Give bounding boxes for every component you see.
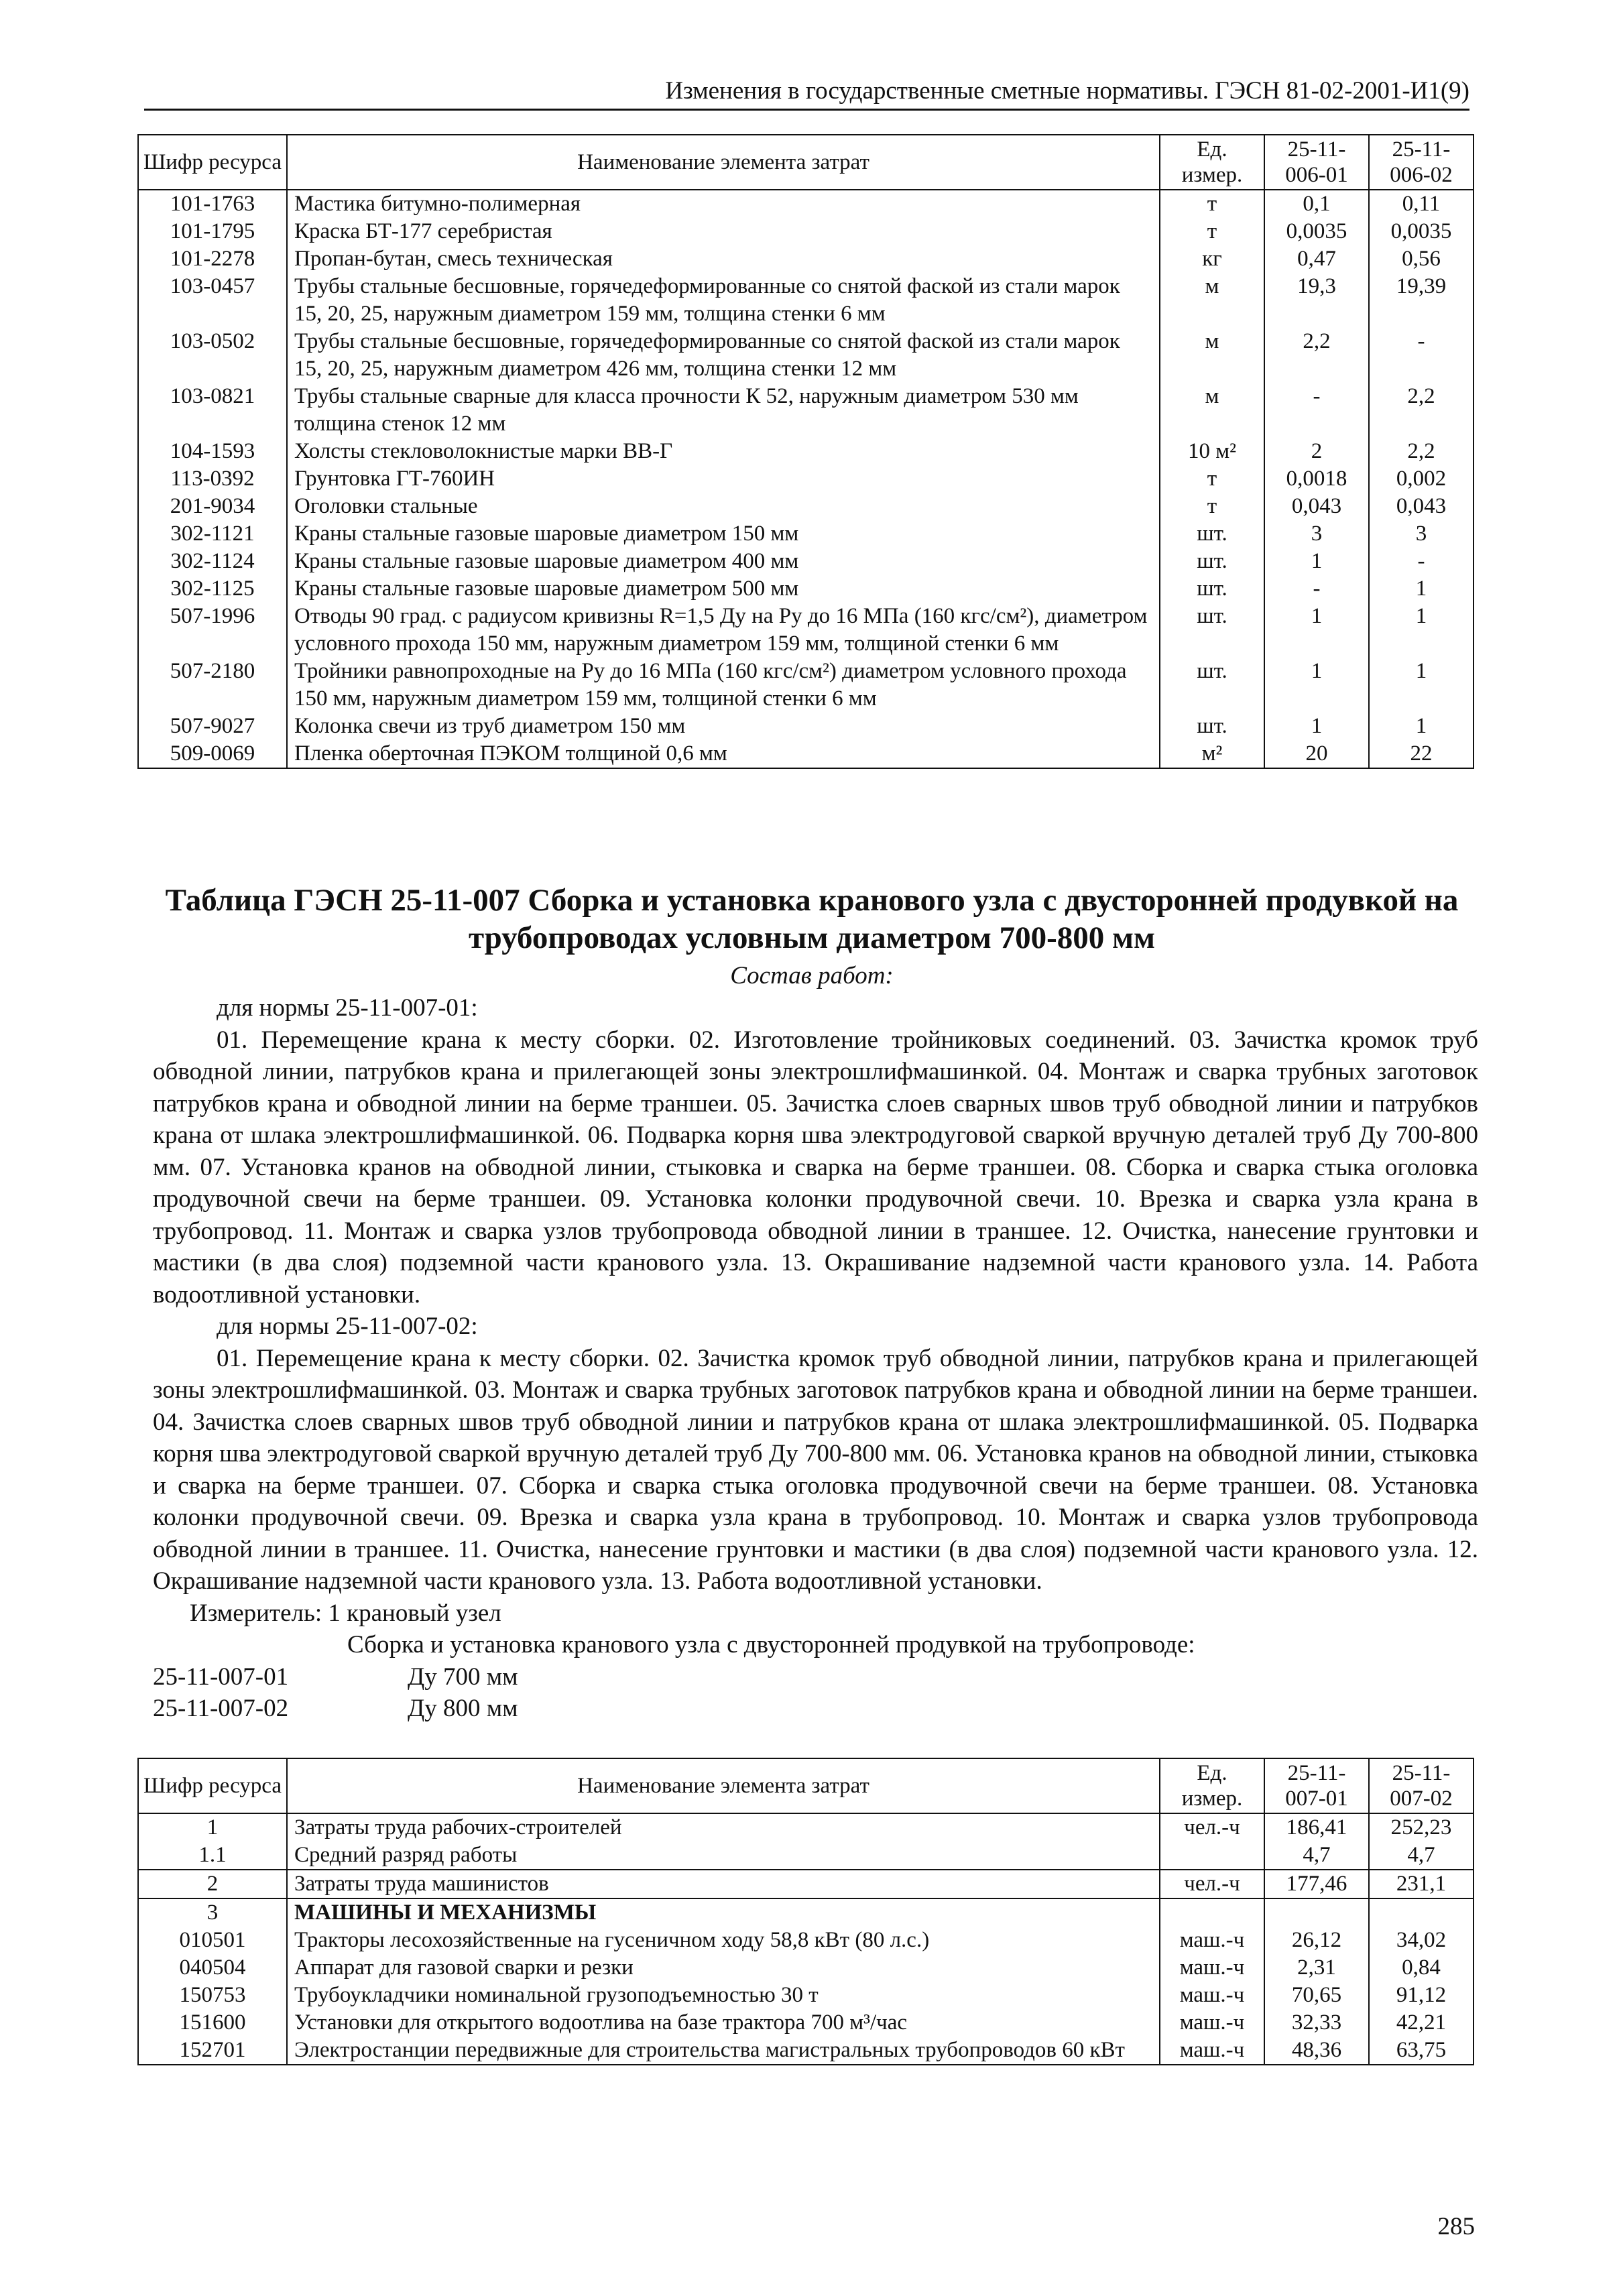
row-value-1: 0,043 <box>1264 493 1369 520</box>
row-code: 302-1125 <box>138 575 287 603</box>
row-unit: 10 м² <box>1160 438 1264 465</box>
row-value-2: 0,0035 <box>1369 218 1474 245</box>
row-code: 103-0457 <box>138 273 287 328</box>
variant-code: 25-11-007-02 <box>153 1695 289 1722</box>
row-unit: шт. <box>1160 520 1264 548</box>
row-value-1: 70,65 <box>1264 1982 1369 2009</box>
row-value-2: 2,2 <box>1369 383 1474 438</box>
row-unit: маш.-ч <box>1160 1954 1264 1982</box>
variant-desc: Ду 800 мм <box>408 1695 518 1722</box>
row-code: 509-0069 <box>138 740 287 768</box>
page-number: 285 <box>1437 2213 1475 2240</box>
row-value-2: 0,043 <box>1369 493 1474 520</box>
header-col2: 25-11-006-02 <box>1369 135 1474 190</box>
table-row <box>138 190 1474 218</box>
row-name: Пропан-бутан, смесь техническая <box>287 245 1160 273</box>
row-code: 152701 <box>138 2037 287 2065</box>
row-unit: чел.-ч <box>1160 1870 1264 1898</box>
assembly-line: Сборка и установка кранового узла с двусторонней продувкой на трубопроводе: <box>347 1631 1195 1658</box>
header-unit: Ед. измер. <box>1160 1758 1264 1813</box>
table-row <box>138 1841 1474 1870</box>
row-name: Тройники равнопроходные на Ру до 16 МПа (160 кгс/см²) диаметром условного прохода 150 мм, наружным диаметром 159 мм, толщиной стенки 6 мм <box>287 658 1160 713</box>
row-name: Затраты труда машинистов <box>287 1870 1160 1898</box>
table-row <box>138 548 1474 575</box>
row-name: Краны стальные газовые шаровые диаметром 400 мм <box>287 548 1160 575</box>
row-value-2: - <box>1369 548 1474 575</box>
table-row <box>138 465 1474 493</box>
row-value-2: 22 <box>1369 740 1474 768</box>
resources-table-007 <box>137 1758 1474 2065</box>
row-value-1: 0,0035 <box>1264 218 1369 245</box>
row-value-1: 1 <box>1264 713 1369 740</box>
row-name: Мастика битумно-полимерная <box>287 190 1160 218</box>
row-value-2: 63,75 <box>1369 2037 1474 2065</box>
row-code: 1.1 <box>138 1841 287 1870</box>
row-value-2: 231,1 <box>1369 1870 1474 1898</box>
row-value-2: - <box>1369 328 1474 383</box>
resources-table-006 <box>137 134 1474 769</box>
table-row <box>138 520 1474 548</box>
row-name: Трубоукладчики номинальной грузоподъемностью 30 т <box>287 1982 1160 2009</box>
header-col1: 25-11-007-01 <box>1264 1758 1369 1813</box>
row-value-2: 1 <box>1369 658 1474 713</box>
row-code: 1 <box>138 1813 287 1841</box>
table-row <box>138 2009 1474 2037</box>
row-unit: чел.-ч <box>1160 1813 1264 1841</box>
table-row <box>138 1870 1474 1898</box>
table-row <box>138 2037 1474 2065</box>
row-name: Средний разряд работы <box>287 1841 1160 1870</box>
row-name: Краны стальные газовые шаровые диаметром 500 мм <box>287 575 1160 603</box>
table-row <box>138 218 1474 245</box>
row-value-2: 0,11 <box>1369 190 1474 218</box>
norm1-label: для нормы 25-11-007-01: <box>217 994 478 1022</box>
row-value-1: 0,0018 <box>1264 465 1369 493</box>
row-value-2: 2,2 <box>1369 438 1474 465</box>
row-value-2: 34,02 <box>1369 1927 1474 1954</box>
row-value-2: 0,002 <box>1369 465 1474 493</box>
row-name: Грунтовка ГТ-760ИН <box>287 465 1160 493</box>
row-code: 507-9027 <box>138 713 287 740</box>
table-row <box>138 383 1474 438</box>
row-unit: маш.-ч <box>1160 1982 1264 2009</box>
row-code: 101-1795 <box>138 218 287 245</box>
row-value-1: 2,2 <box>1264 328 1369 383</box>
row-code: 113-0392 <box>138 465 287 493</box>
row-code: 507-2180 <box>138 658 287 713</box>
row-value-1: - <box>1264 383 1369 438</box>
row-value-1: 26,12 <box>1264 1927 1369 1954</box>
row-code: 103-0502 <box>138 328 287 383</box>
row-code: 101-1763 <box>138 190 287 218</box>
norm2-label: для нормы 25-11-007-02: <box>217 1313 478 1340</box>
table-row <box>138 328 1474 383</box>
row-value-1: 0,1 <box>1264 190 1369 218</box>
work-composition-text <box>153 992 1478 1725</box>
row-unit: т <box>1160 218 1264 245</box>
row-code: 150753 <box>138 1982 287 2009</box>
table-title: Таблица ГЭСН 25-11-007 Сборка и установка кранового узла с двусторонней продувкой на трубопроводах условным диаметром 700-800 мм <box>165 883 1459 955</box>
table-row <box>138 245 1474 273</box>
table-row <box>138 740 1474 768</box>
row-name: Краска БТ-177 серебристая <box>287 218 1160 245</box>
header-col1: 25-11-006-01 <box>1264 135 1369 190</box>
table-row <box>138 713 1474 740</box>
row-unit: шт. <box>1160 603 1264 658</box>
table-row <box>138 273 1474 328</box>
row-value-2 <box>1369 1898 1474 1927</box>
row-unit: шт. <box>1160 713 1264 740</box>
row-code: 101-2278 <box>138 245 287 273</box>
row-value-1: 177,46 <box>1264 1870 1369 1898</box>
header-code: Шифр ресурса <box>138 135 287 190</box>
row-name: Тракторы лесохозяйственные на гусеничном ходу 58,8 кВт (80 л.с.) <box>287 1927 1160 1954</box>
row-value-1: - <box>1264 575 1369 603</box>
row-unit <box>1160 1841 1264 1870</box>
table-row <box>138 603 1474 658</box>
row-value-2: 252,23 <box>1369 1813 1474 1841</box>
table-row <box>138 575 1474 603</box>
work-composition-heading: Состав работ: <box>730 962 894 989</box>
row-value-2: 0,84 <box>1369 1954 1474 1982</box>
row-unit: шт. <box>1160 575 1264 603</box>
row-unit <box>1160 1898 1264 1927</box>
row-code: 201-9034 <box>138 493 287 520</box>
row-value-2: 1 <box>1369 575 1474 603</box>
row-unit: шт. <box>1160 658 1264 713</box>
row-name: Аппарат для газовой сварки и резки <box>287 1954 1160 1982</box>
row-value-2: 1 <box>1369 603 1474 658</box>
row-code: 2 <box>138 1870 287 1898</box>
row-value-1: 32,33 <box>1264 2009 1369 2037</box>
row-unit: т <box>1160 493 1264 520</box>
row-name: Пленка оберточная ПЭКОМ толщиной 0,6 мм <box>287 740 1160 768</box>
row-code: 040504 <box>138 1954 287 1982</box>
table-row <box>138 1898 1474 1927</box>
header-code: Шифр ресурса <box>138 1758 287 1813</box>
variant-code: 25-11-007-01 <box>153 1663 289 1691</box>
table-row <box>138 658 1474 713</box>
row-name: Установки для открытого водоотлива на базе трактора 700 м³/час <box>287 2009 1160 2037</box>
table-row <box>138 1813 1474 1841</box>
row-value-1: 2 <box>1264 438 1369 465</box>
norm2-text: 01. Перемещение крана к месту сборки. 02. Зачистка кромок труб обводной линии, патрубков крана и прилегающей зоны электрошлифмашинкой. 03. Монтаж и сварка трубных заготовок патрубков крана и обводной линии на берме траншеи. 04. Зачистка слоев сварных швов труб обводной линии и патрубков крана от шлака электрошлифмашинкой. 05. Подварка корня шва электродуговой сваркой вручную деталей труб Ду 700-800 мм. 06. Установка кранов на обводной линии, стыковка и сварка на берме траншеи. 07. Сборка и сварка стыка оголовка продувочной свечи на берме траншеи. 08. Установка колонки продувочной свечи. 09. Врезка и сварка узла крана в трубопровод. 10. Монтаж и сварка узлов трубопровода обводной линии в траншее. 11. Очистка, нанесение грунтовки и мастики (в два слоя) подземной части кранового узла. 12. Окрашивание надземной части кранового узла. 13. Работа водоотливной установки. <box>153 1344 1478 1595</box>
row-code: 151600 <box>138 2009 287 2037</box>
row-value-1: 1 <box>1264 603 1369 658</box>
row-code: 3 <box>138 1898 287 1927</box>
variant-desc: Ду 700 мм <box>408 1663 518 1691</box>
row-value-1: 4,7 <box>1264 1841 1369 1870</box>
table-row <box>138 493 1474 520</box>
row-unit: шт. <box>1160 548 1264 575</box>
table-row <box>138 1982 1474 2009</box>
row-name: Оголовки стальные <box>287 493 1160 520</box>
row-unit: т <box>1160 190 1264 218</box>
row-value-1: 19,3 <box>1264 273 1369 328</box>
table-row <box>138 1954 1474 1982</box>
row-value-1: 2,31 <box>1264 1954 1369 1982</box>
row-code: 302-1121 <box>138 520 287 548</box>
row-name: Трубы стальные сварные для класса прочности К 52, наружным диаметром 530 мм толщина стенок 12 мм <box>287 383 1160 438</box>
header-name: Наименование элемента затрат <box>287 135 1160 190</box>
table-row <box>138 1927 1474 1954</box>
header-name: Наименование элемента затрат <box>287 1758 1160 1813</box>
row-value-1: 20 <box>1264 740 1369 768</box>
row-unit: маш.-ч <box>1160 1927 1264 1954</box>
row-name: МАШИНЫ И МЕХАНИЗМЫ <box>287 1898 1160 1927</box>
row-value-1: 186,41 <box>1264 1813 1369 1841</box>
header-col2: 25-11-007-02 <box>1369 1758 1474 1813</box>
row-unit: маш.-ч <box>1160 2009 1264 2037</box>
row-unit: м <box>1160 273 1264 328</box>
row-value-1: 0,47 <box>1264 245 1369 273</box>
norm1-text: 01. Перемещение крана к месту сборки. 02. Изготовление тройниковых соединений. 03. Зачистка кромок труб обводной линии, патрубков крана и прилегающей зоны электрошлифмашинкой. 04. Монтаж и сварка трубных заготовок патрубков крана и обводной линии на берме траншеи. 05. Зачистка слоев сварных швов труб обводной линии и патрубков крана от шлака электрошлифмашинкой. 06. Подварка корня шва электродуговой сваркой вручную деталей труб Ду 700-800 мм. 07. Установка кранов на обводной линии, стыковка и сварка на берме траншеи. 08. Сборка и сварка стыка оголовка продувочной свечи на берме траншеи. 09. Установка колонки продувочной свечи. 10. Врезка и сварка узла крана в трубопровод. 11. Монтаж и сварка узлов трубопровода обводной линии в траншее. 12. Очистка, нанесение грунтовки и мастики (в два слоя) подземной части кранового узла. 13. Окрашивание надземной части кранового узла. 14. Работа водоотливной установки. <box>153 1026 1478 1309</box>
row-value-1: 48,36 <box>1264 2037 1369 2065</box>
row-name: Электростанции передвижные для строительства магистральных трубопроводов 60 кВт <box>287 2037 1160 2065</box>
row-name: Колонка свечи из труб диаметром 150 мм <box>287 713 1160 740</box>
row-name: Краны стальные газовые шаровые диаметром 150 мм <box>287 520 1160 548</box>
row-value-1: 3 <box>1264 520 1369 548</box>
row-code: 103-0821 <box>138 383 287 438</box>
row-code: 302-1124 <box>138 548 287 575</box>
measure-line: Измеритель: 1 крановый узел <box>190 1599 501 1627</box>
row-name: Холсты стекловолокнистые марки ВВ-Г <box>287 438 1160 465</box>
row-value-2: 19,39 <box>1369 273 1474 328</box>
row-value-1 <box>1264 1898 1369 1927</box>
row-value-2: 91,12 <box>1369 1982 1474 2009</box>
row-unit: т <box>1160 465 1264 493</box>
row-value-2: 4,7 <box>1369 1841 1474 1870</box>
header-unit: Ед. измер. <box>1160 135 1264 190</box>
table-row <box>138 438 1474 465</box>
row-name: Трубы стальные бесшовные, горячедеформированные со снятой фаской из стали марок 15, 20, 25, наружным диаметром 426 мм, толщина стенки 12 мм <box>287 328 1160 383</box>
row-value-1: 1 <box>1264 658 1369 713</box>
row-value-2: 0,56 <box>1369 245 1474 273</box>
row-name: Затраты труда рабочих-строителей <box>287 1813 1160 1841</box>
row-value-2: 1 <box>1369 713 1474 740</box>
row-name: Трубы стальные бесшовные, горячедеформированные со снятой фаской из стали марок 15, 20, 25, наружным диаметром 159 мм, толщина стенки 6 мм <box>287 273 1160 328</box>
row-unit: кг <box>1160 245 1264 273</box>
row-unit: м <box>1160 383 1264 438</box>
row-value-2: 3 <box>1369 520 1474 548</box>
row-name: Отводы 90 град. с радиусом кривизны R=1,5 Ду на Ру до 16 МПа (160 кгс/см²), диаметром условного прохода 150 мм, наружным диаметром 159 мм, толщиной стенки 6 мм <box>287 603 1160 658</box>
row-value-2: 42,21 <box>1369 2009 1474 2037</box>
row-code: 507-1996 <box>138 603 287 658</box>
row-value-1: 1 <box>1264 548 1369 575</box>
variant-row <box>153 1661 1478 1693</box>
row-unit: м <box>1160 328 1264 383</box>
running-header: Изменения в государственные сметные нормативы. ГЭСН 81-02-2001-И1(9) <box>144 75 1469 111</box>
table-header-row <box>138 1758 1474 1813</box>
row-code: 104-1593 <box>138 438 287 465</box>
variant-row <box>153 1693 1478 1725</box>
table-header-row <box>138 135 1474 190</box>
row-code: 010501 <box>138 1927 287 1954</box>
row-unit: м² <box>1160 740 1264 768</box>
row-unit: маш.-ч <box>1160 2037 1264 2065</box>
